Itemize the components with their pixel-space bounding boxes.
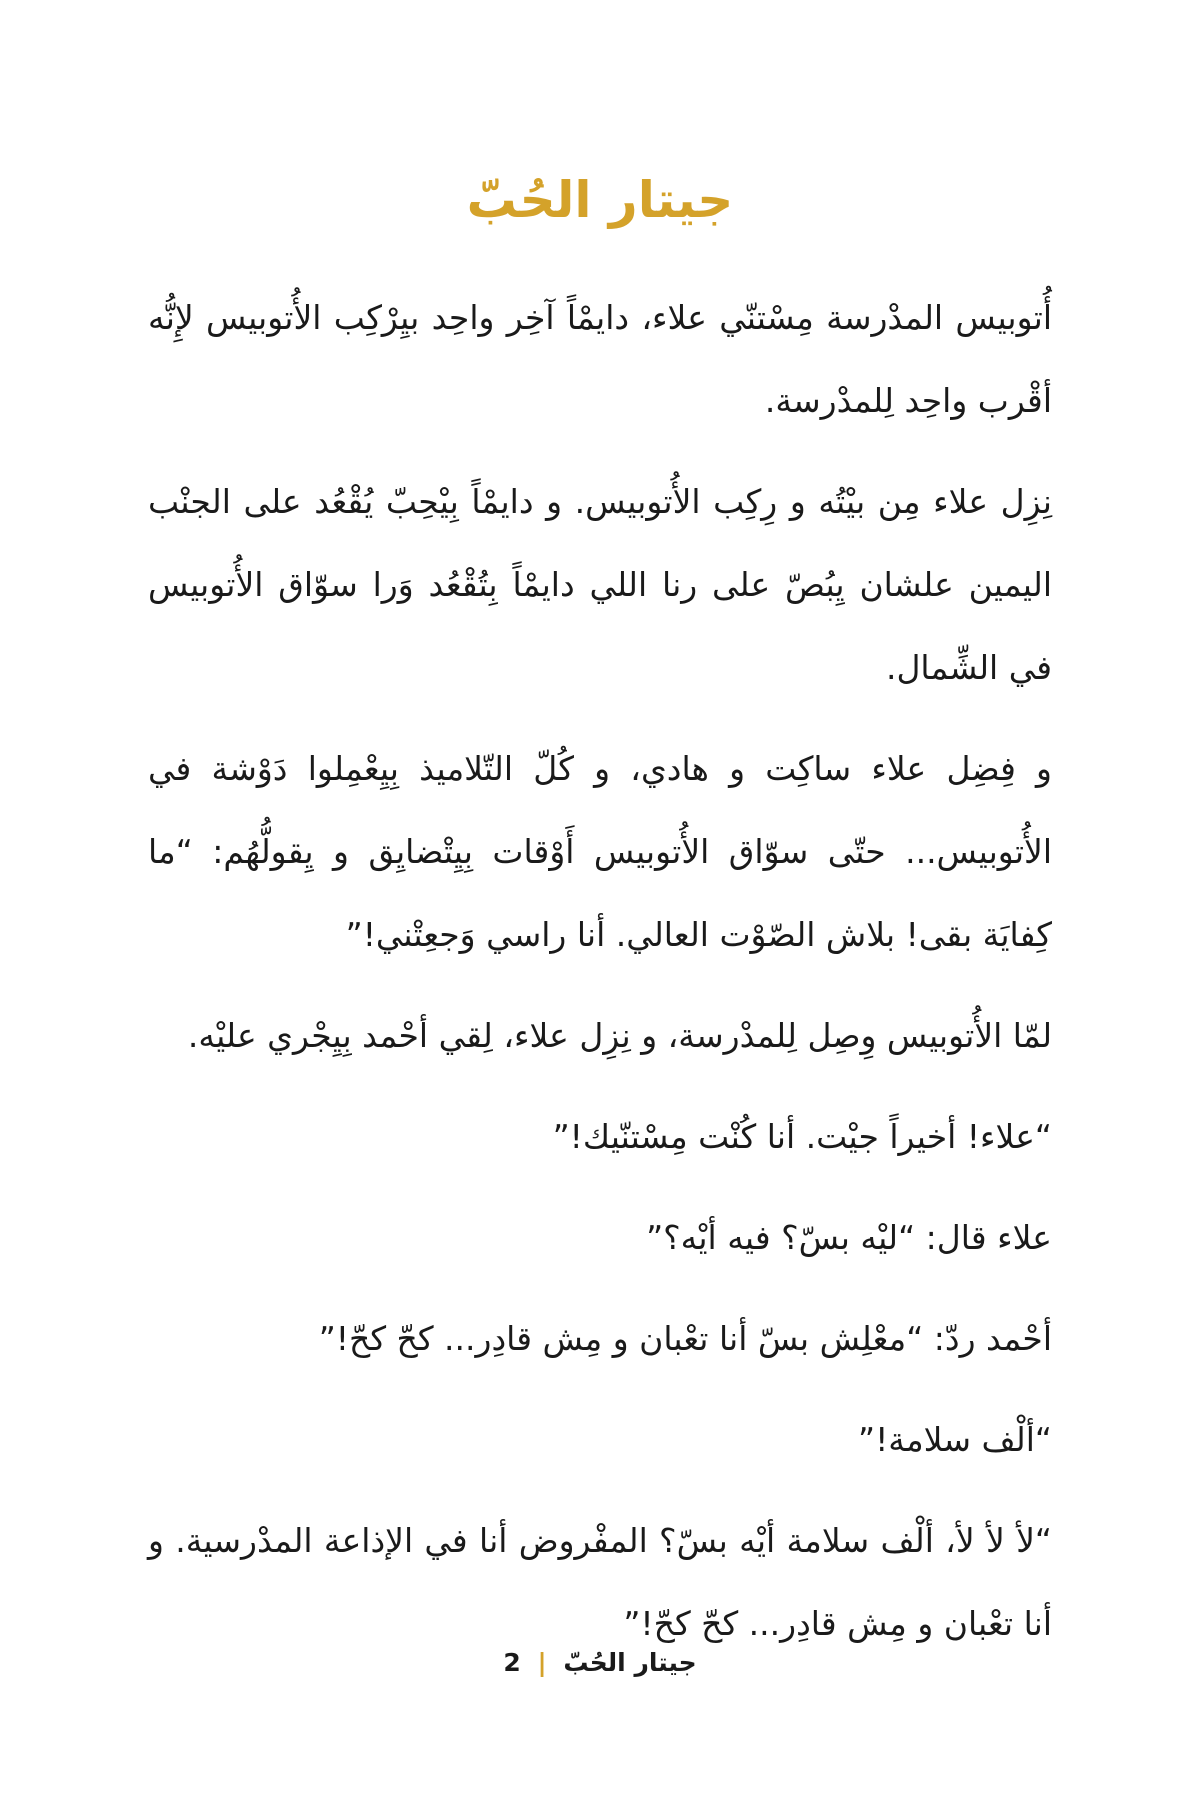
footer-title: جيتار الحُبّ — [563, 1648, 697, 1677]
paragraph: و فِضِل علاء ساكِت و هادي، و كُلّ التّلاميذ بِيِعْمِلوا دَوْشة في الأُتوبيس... حتّى سوّاق الأُتوبيس أَوْقات بِيِتْضايِق و يِقولُّهُم: “ما كِفايَة بقى! بلاش الصّوْت العالي. أنا راسي وَجعِتْني!” — [148, 749, 1052, 954]
paragraph: نِزِل علاء مِن بيْتُه و رِكِب الأُتوبيس. و دايمْاً بِيْحِبّ يُقْعُد على الجنْب اليمين علشان يِبُصّ على رنا اللي دايمْاً بِتُقْعُد وَرا سوّاق الأُتوبيس في الشِّمال. — [148, 482, 1052, 687]
page-number: 2 — [503, 1648, 521, 1677]
paragraph: علاء قال: “ليْه بسّ؟ فيه أيْه؟” — [646, 1218, 1052, 1257]
page-title: جيتار الحُبّ — [466, 171, 734, 229]
story-text — [148, 276, 1052, 1683]
paragraph: “ألْف سلامة!” — [857, 1420, 1052, 1459]
paragraph: لمّا الأُتوبيس وِصِل لِلمدْرسة، و نِزِل علاء، لِقي أحْمد بِيِجْري عليْه. — [187, 1016, 1052, 1055]
paragraph: “لأ لأ لأ، ألْف سلامة أيْه بسّ؟ المفْروض أنا في الإذاعة المدْرسية. و أنا تعْبان و مِش قادِر... كحّ كحّ!” — [148, 1521, 1052, 1643]
page-footer — [0, 1648, 1200, 1677]
footer-separator: | — [537, 1648, 547, 1677]
paragraph: “علاء! أخيراً جيْت. أنا كُنْت مِسْتنّيك!” — [552, 1117, 1052, 1156]
paragraph: أحْمد ردّ: “معْلِش بسّ أنا تعْبان و مِش قادِر... كحّ كحّ!” — [318, 1319, 1052, 1358]
paragraph: أُتوبيس المدْرسة مِسْتنّي علاء، دايمْاً آخِر واحِد بيِرْكِب الأُتوبيس لإِنُّه أقْرب واحِد لِلمدْرسة. — [148, 298, 1052, 420]
